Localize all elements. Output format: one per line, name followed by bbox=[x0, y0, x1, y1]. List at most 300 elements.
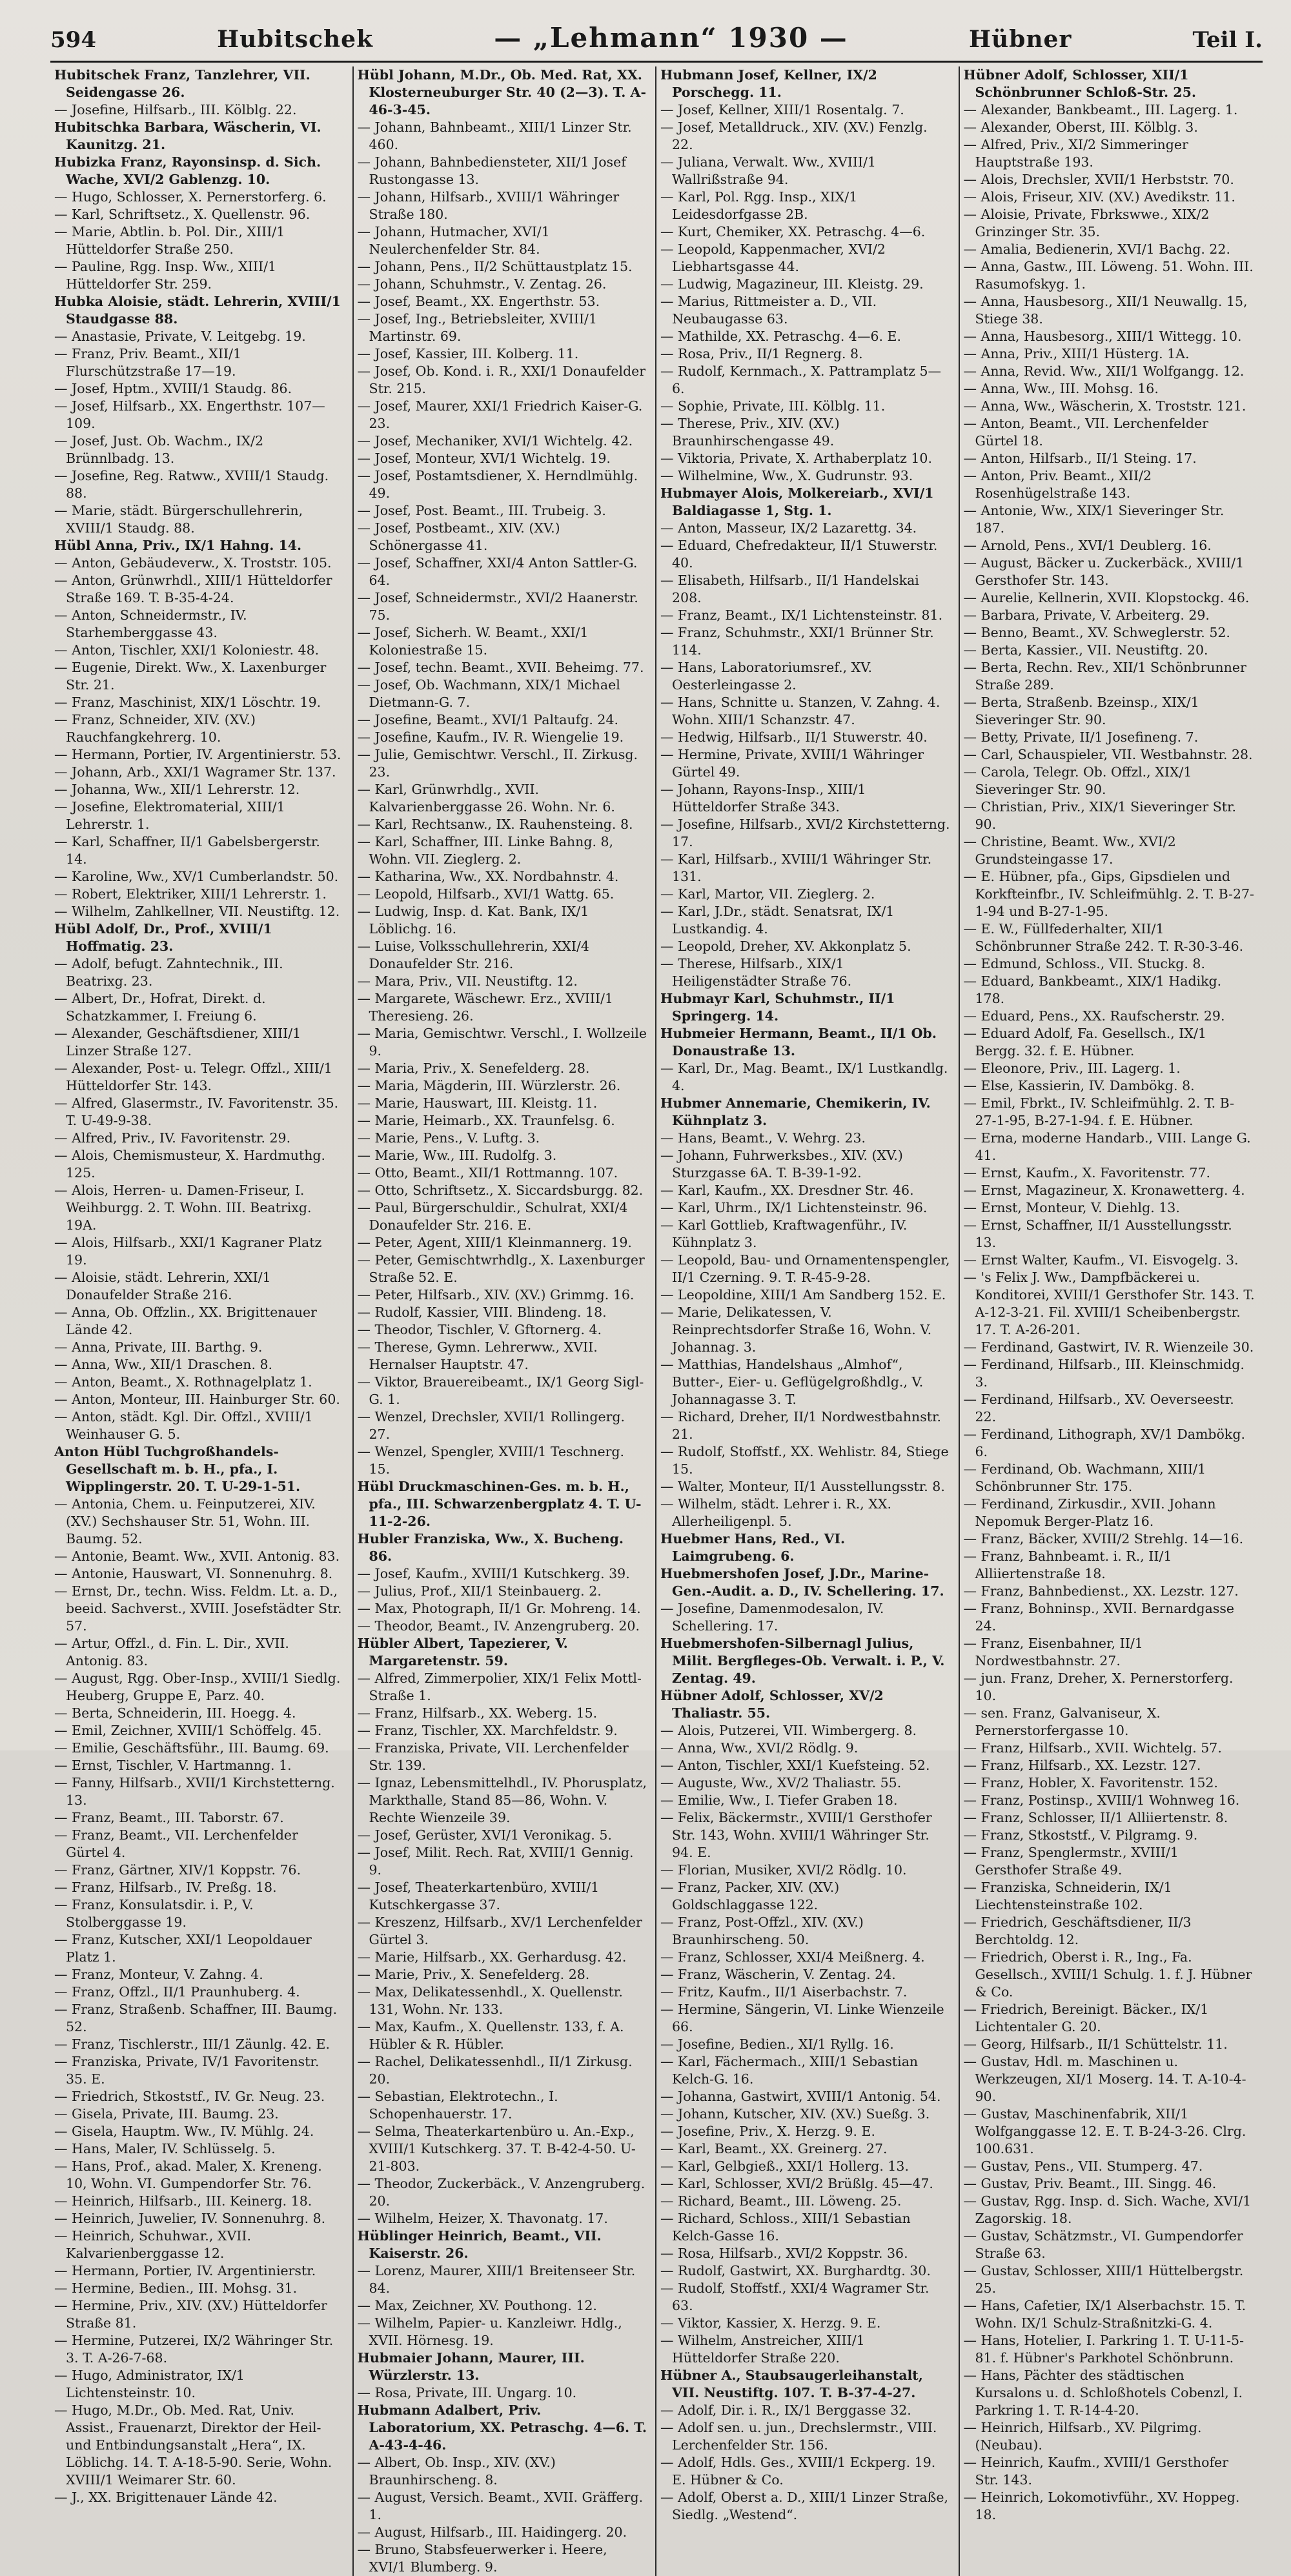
directory-entry: — Josef, Ob. Kond. i. R., XXI/1 Donaufelder Str. 215. bbox=[357, 363, 646, 396]
directory-entry: — Franz, Beamt., III. Taborstr. 67. bbox=[54, 1810, 284, 1825]
directory-entry: — Anna, Revid. Ww., XII/1 Wolfgangg. 12. bbox=[963, 363, 1245, 379]
directory-entry: — Anton, Hilfsarb., II/1 Steing. 17. bbox=[963, 451, 1197, 466]
directory-entry: — Adolf, Hdls. Ges., XVIII/1 Eckperg. 19. E. Hübner & Co. bbox=[660, 2455, 936, 2488]
directory-entry: — Maria, Gemischtwr. Verschl., I. Wollzeile 9. bbox=[357, 1026, 647, 1059]
directory-entry: — Alois, Friseur, XIV. (XV.) Avedikstr. 11. bbox=[963, 189, 1235, 205]
directory-entry: — 's Felix J. Ww., Dampfbäckerei u. Konditorei, XVIII/1 Gersthofer Str. 143. T. A-12-3-21. Fil. XVIII/1 Scheibenbergstr. 17. T. A-26-201. bbox=[963, 1270, 1255, 1337]
directory-entry: — Fanny, Hilfsarb., XVII/1 Kirchstetterng. 13. bbox=[54, 1775, 335, 1808]
directory-entry: Hübner Adolf, Schlosser, XII/1 Schönbrunner Schloß-Str. 25. bbox=[963, 67, 1196, 100]
directory-entry: — Anton, Beamt., X. Rothnagelplatz 1. bbox=[54, 1374, 312, 1390]
directory-entry: — Ernst, Magazineur, X. Kronawetterg. 4. bbox=[963, 1182, 1245, 1198]
directory-entry: — Marius, Rittmeister a. D., VII. Neubaugasse 63. bbox=[660, 294, 877, 327]
directory-entry: — Josef, Ing., Betriebsleiter, XVIII/1 Martinstr. 69. bbox=[357, 311, 597, 344]
directory-entry: — Leopold, Dreher, XV. Akkonplatz 5. bbox=[660, 938, 911, 954]
directory-entry: Hübner Adolf, Schlosser, XV/2 Thaliastr. 55. bbox=[660, 1688, 884, 1721]
directory-entry: — Rudolf, Stoffstf., XXI/4 Wagramer Str. 63. bbox=[660, 2280, 930, 2313]
directory-entry: — Franz, Maschinist, XIX/1 Löschtr. 19. bbox=[54, 695, 321, 710]
directory-entry: — Hugo, Administrator, IX/1 Lichtensteinstr. 10. bbox=[54, 2368, 245, 2400]
directory-entry: — August, Hilfsarb., III. Haidingerg. 20. bbox=[357, 2524, 627, 2540]
directory-entry: — Wilhelmine, Ww., X. Gudrunstr. 93. bbox=[660, 468, 913, 483]
directory-entry: — Anna, Hausbesorg., XIII/1 Wittegg. 10. bbox=[963, 329, 1242, 344]
directory-entry: — Marie, Abtlin. b. Pol. Dir., XIII/1 Hütteldorfer Straße 250. bbox=[54, 224, 285, 257]
directory-entry: — Hans, Pächter des städtischen Kursalons u. d. Schloßhotels Cobenzl, I. Parkring 1. T. R-14-4-20. bbox=[963, 2368, 1243, 2418]
directory-entry: — Josef, Theaterkartenbüro, XVIII/1 Kutschkergasse 37. bbox=[357, 1880, 600, 1912]
directory-entry: — Aloisie, städt. Lehrerin, XXI/1 Donaufelder Straße 216. bbox=[54, 1270, 271, 1303]
directory-entry: — Josef, Ob. Wachmann, XIX/1 Michael Dietmann-G. 7. bbox=[357, 677, 620, 710]
directory-entry: — Anna, Ob. Offzlin., XX. Brigittenauer Lände 42. bbox=[54, 1304, 317, 1337]
directory-entry: — Karoline, Ww., XV/1 Cumberlandstr. 50. bbox=[54, 869, 339, 884]
directory-entry: — jun. Franz, Dreher, X. Pernerstorferg. 10. bbox=[963, 1670, 1234, 1703]
directory-entry: Hübler Albert, Tapezierer, V. Margaretenstr. 59. bbox=[357, 1636, 568, 1668]
directory-entry: — Josef, techn. Beamt., XVII. Beheimg. 77. bbox=[357, 660, 644, 675]
directory-entry: — Max, Delikatessenhdl., X. Quellenstr. 131, Wohn. Nr. 133. bbox=[357, 1984, 623, 2017]
directory-entry: — Ferdinand, Zirkusdir., XVII. Johann Nepomuk Berger-Platz 16. bbox=[963, 1496, 1216, 1529]
directory-entry: — Karl, Kaufm., XX. Dresdner Str. 46. bbox=[660, 1182, 914, 1198]
directory-entry: — Josef, Postamtsdiener, X. Herndlmühlg. 49. bbox=[357, 468, 638, 501]
directory-entry: — Johanna, Gastwirt, XVIII/1 Antonig. 54. bbox=[660, 2089, 941, 2104]
directory-entry: — Anna, Ww., XII/1 Draschen. 8. bbox=[54, 1357, 273, 1372]
column-4 bbox=[960, 66, 1263, 2576]
directory-entry: — Sophie, Private, III. Kölblg. 11. bbox=[660, 398, 886, 414]
directory-entry: — Franz, Tischler, XX. Marchfeldstr. 9. bbox=[357, 1723, 618, 1738]
directory-entry: — Hans, Prof., akad. Maler, X. Kreneng. 10, Wohn. VI. Gumpendorfer Str. 76. bbox=[54, 2158, 322, 2191]
directory-entry: — Alois, Hilfsarb., XXI/1 Kagraner Platz 19. bbox=[54, 1235, 322, 1268]
directory-entry: Hübl Druckmaschinen-Ges. m. b. H., pfa., III. Schwarzenbergplatz 4. T. U-11-2-26. bbox=[357, 1479, 642, 1529]
directory-title: — „Lehmann“ 1930 — bbox=[494, 22, 848, 54]
directory-entry: — Alfred, Priv., XI/2 Simmeringer Hauptstraße 193. bbox=[963, 137, 1188, 170]
directory-entry: — Felix, Bäckermstr., XVIII/1 Gersthofer Str. 143, Wohn. XVIII/1 Währinger Str. 94. E. bbox=[660, 1810, 932, 1860]
directory-entry: — Karl, Hilfsarb., XVIII/1 Währinger Str. 131. bbox=[660, 851, 932, 884]
directory-entry: — Alexander, Geschäftsdiener, XIII/1 Linzer Straße 127. bbox=[54, 1026, 301, 1059]
directory-entry: — Friedrich, Stkoststf., IV. Gr. Neug. 23. bbox=[54, 2089, 325, 2104]
directory-entry: — Franz, Monteur, V. Zahng. 4. bbox=[54, 1967, 263, 1982]
directory-entry: — Josef, Schaffner, XXI/4 Anton Sattler-G. 64. bbox=[357, 555, 638, 588]
directory-entry: — Alois, Herren- u. Damen-Friseur, I. Weihburgg. 2. T. Wohn. III. Beatrixg. 19A. bbox=[54, 1182, 312, 1233]
directory-entry: — Viktoria, Private, X. Arthaberplatz 10. bbox=[660, 451, 932, 466]
directory-entry: — Peter, Agent, XIII/1 Kleinmannerg. 19. bbox=[357, 1235, 632, 1250]
directory-entry: — Ludwig, Magazineur, III. Kleistg. 29. bbox=[660, 276, 924, 292]
directory-entry: — Theodor, Tischler, V. Gftornerg. 4. bbox=[357, 1322, 602, 1337]
directory-entry: — Eugenie, Direkt. Ww., X. Laxenburger Str. 21. bbox=[54, 660, 327, 693]
directory-entry: — Berta, Schneiderin, III. Hoegg. 4. bbox=[54, 1705, 296, 1721]
directory-entry: — Josef, Post. Beamt., III. Trubeig. 3. bbox=[357, 503, 606, 518]
directory-entry: — Carl, Schauspieler, VII. Westbahnstr. 28. bbox=[963, 747, 1253, 762]
directory-entry: — Else, Kassierin, IV. Dambökg. 8. bbox=[963, 1078, 1195, 1093]
directory-entry: — Karl, Schriftsetz., X. Quellenstr. 96. bbox=[54, 207, 310, 222]
directory-entry: — Fritz, Kaufm., II/1 Aiserbachstr. 7. bbox=[660, 1984, 908, 2000]
directory-entry: — Hermann, Portier, IV. Argentinierstr. 53. bbox=[54, 747, 341, 762]
directory-entry: — Max, Photograph, II/1 Gr. Mohreng. 14. bbox=[357, 1601, 641, 1616]
directory-entry: — Ernst, Kaufm., X. Favoritenstr. 77. bbox=[963, 1165, 1211, 1181]
directory-entry: — Johann, Bahnbediensteter, XII/1 Josef Rustongasse 13. bbox=[357, 154, 626, 187]
directory-entry: — Wilhelm, Heizer, X. Thavonatg. 17. bbox=[357, 2211, 608, 2226]
directory-entry: Huebmer Hans, Red., VI. Laimgrubeng. 6. bbox=[660, 1531, 846, 1564]
directory-entry: — Berta, Kassier., VII. Neustiftg. 20. bbox=[963, 642, 1208, 658]
entry-columns bbox=[50, 66, 1263, 2575]
directory-entry: — Hugo, Schlosser, X. Pernerstorferg. 6. bbox=[54, 189, 327, 205]
directory-entry: — Rosa, Priv., II/1 Regnerg. 8. bbox=[660, 346, 863, 361]
directory-entry: — Barbara, Private, V. Arbeiterg. 29. bbox=[963, 607, 1210, 623]
directory-entry: — Franz, Hilfsarb., XX. Lezstr. 127. bbox=[963, 1758, 1201, 1773]
directory-entry: — Hans, Cafetier, IX/1 Alserbachstr. 15. T. Wohn. IX/1 Schulz-Straßnitzki-G. 4. bbox=[963, 2298, 1246, 2331]
directory-entry: — Franz, Hilfsarb., IV. Preßg. 18. bbox=[54, 1880, 277, 1895]
directory-entry: — Franz, Schlosser, XXI/4 Meißnerg. 4. bbox=[660, 1949, 925, 1965]
directory-entry: — Florian, Musiker, XVI/2 Rödlg. 10. bbox=[660, 1862, 907, 1878]
directory-entry: — Ferdinand, Ob. Wachmann, XIII/1 Schönbrunner Str. 175. bbox=[963, 1461, 1206, 1494]
directory-entry: — Josef, Monteur, XVI/1 Wichtelg. 19. bbox=[357, 451, 611, 466]
directory-entry: — Leopoldine, XIII/1 Am Sandberg 152. E. bbox=[660, 1287, 946, 1303]
directory-entry: — Emilie, Ww., I. Tiefer Graben 18. bbox=[660, 1792, 898, 1808]
directory-entry: — Alfred, Glasermstr., IV. Favoritenstr. 35. T. U-49-9-38. bbox=[54, 1095, 339, 1128]
directory-entry: — Sebastian, Elektrotechn., I. Schopenhauerstr. 17. bbox=[357, 2089, 558, 2122]
directory-entry: — Leopold, Hilfsarb., XVI/1 Wattg. 65. bbox=[357, 886, 615, 902]
directory-entry: — Arnold, Pens., XVI/1 Deublerg. 16. bbox=[963, 538, 1212, 553]
directory-entry: Anton Hübl Tuchgroßhandels-Gesellschaft m. b. H., pfa., I. Wipplingerstr. 20. T. U-29-1-51. bbox=[54, 1444, 301, 1494]
directory-entry: — Anna, Gastw., III. Löweng. 51. Wohn. III. Rasumofskyg. 1. bbox=[963, 259, 1254, 292]
directory-entry: — Rudolf, Gastwirt, XX. Burghardtg. 30. bbox=[660, 2263, 931, 2278]
directory-entry: — Julie, Gemischtwr. Verschl., II. Zirkusg. 23. bbox=[357, 747, 638, 780]
directory-entry: — Rudolf, Kernmach., X. Pattramplatz 5—6. bbox=[660, 363, 942, 396]
directory-entry: — Max, Kaufm., X. Quellenstr. 133, f. A. Hübler & R. Hübler. bbox=[357, 2019, 624, 2052]
directory-entry: — Leopold, Bau- und Ornamentenspengler, II/1 Czerning. 9. T. R-45-9-28. bbox=[660, 1252, 950, 1285]
directory-entry: — Hans, Laboratoriumsref., XV. Oesterleingasse 2. bbox=[660, 660, 872, 693]
directory-entry: — Karl, Beamt., XX. Greinerg. 27. bbox=[660, 2141, 888, 2156]
directory-entry: Hübner A., Staubsaugerleihanstalt, VII. Neustiftg. 107. T. B-37-4-27. bbox=[660, 2368, 923, 2400]
directory-entry: — Eduard, Bankbeamt., XIX/1 Hadikg. 178. bbox=[963, 973, 1222, 1006]
directory-entry: — Alfred, Priv., IV. Favoritenstr. 29. bbox=[54, 1130, 291, 1146]
directory-entry: — Viktor, Brauereibeamt., IX/1 Georg Sigl-G. 1. bbox=[357, 1374, 644, 1407]
directory-entry: — Johann, Hutmacher, XVI/1 Neulerchenfelder Str. 84. bbox=[357, 224, 550, 257]
directory-entry: — Heinrich, Schuhwar., XVII. Kalvarienberggasse 12. bbox=[54, 2228, 251, 2261]
directory-entry: — Hermine, Private, XVIII/1 Währinger Gürtel 49. bbox=[660, 747, 924, 780]
directory-entry: — Anton, Tischler, XXI/1 Koloniestr. 48. bbox=[54, 642, 320, 658]
directory-entry: — Johann, Arb., XXI/1 Wagramer Str. 137. bbox=[54, 764, 336, 780]
directory-entry: — sen. Franz, Galvaniseur, X. Pernerstorfergasse 10. bbox=[963, 1705, 1161, 1738]
directory-entry: — Otto, Schriftsetz., X. Siccardsburgg. 82. bbox=[357, 1182, 644, 1198]
directory-entry: — Ludwig, Insp. d. Kat. Bank, IX/1 Löblichg. 16. bbox=[357, 904, 589, 937]
directory-entry: — Christian, Priv., XIX/1 Sieveringer Str. 90. bbox=[963, 799, 1237, 832]
directory-entry: — Walter, Monteur, II/1 Ausstellungsstr. 8. bbox=[660, 1479, 945, 1494]
directory-entry: — Benno, Beamt., XV. Schweglerstr. 52. bbox=[963, 625, 1230, 640]
directory-entry: — Johann, Schuhmstr., V. Zentag. 26. bbox=[357, 276, 607, 292]
directory-entry: — Gustav, Priv. Beamt., III. Singg. 46. bbox=[963, 2176, 1217, 2191]
directory-entry: — Marie, Hauswart, III. Kleistg. 11. bbox=[357, 1095, 598, 1111]
directory-entry: — Gustav, Pens., VII. Stumperg. 47. bbox=[963, 2158, 1203, 2174]
directory-entry: — Marie, Priv., X. Senefelderg. 28. bbox=[357, 1967, 590, 1982]
directory-entry: — Hermine, Priv., XIV. (XV.) Hütteldorfer Straße 81. bbox=[54, 2298, 327, 2331]
directory-entry: — Franz, Post-Offzl., XIV. (XV.) Braunhirscheng. 50. bbox=[660, 1914, 864, 1947]
directory-entry: — Matthias, Handelshaus „Almhof“, Butter-, Eier- u. Geflügelgroßhdlg., V. Johannagasse 3. T. bbox=[660, 1357, 924, 1407]
directory-entry: — Hedwig, Hilfsarb., II/1 Stuwerstr. 40. bbox=[660, 729, 928, 745]
directory-entry: — Johann, Bahnbeamt., XIII/1 Linzer Str. 460. bbox=[357, 119, 632, 152]
directory-entry: — Kurt, Chemiker, XX. Petraschg. 4—6. bbox=[660, 224, 926, 239]
directory-entry: — Franz, Wäscherin, V. Zentag. 24. bbox=[660, 1967, 896, 1982]
directory-entry: — Franz, Packer, XIV. (XV.) Goldschlaggasse 122. bbox=[660, 1880, 840, 1912]
directory-entry: — Gustav, Rgg. Insp. d. Sich. Wache, XVI/1 Zagorskig. 18. bbox=[963, 2193, 1252, 2226]
directory-entry: — Anna, Ww., XVI/2 Rödlg. 9. bbox=[660, 1740, 859, 1756]
directory-entry: — Franziska, Schneiderin, IX/1 Liechtensteinstraße 102. bbox=[963, 1880, 1172, 1912]
directory-entry: Hubitschek Franz, Tanzlehrer, VII. Seidengasse 26. bbox=[54, 67, 310, 100]
directory-entry: — Bruno, Stabsfeuerwerker i. Heere, XVI/1 Blumberg. 9. bbox=[357, 2542, 607, 2575]
directory-entry: — Anna, Priv., XIII/1 Hüsterg. 1A. bbox=[963, 346, 1190, 361]
directory-entry: Hubmer Annemarie, Chemikerin, IV. Kühnplatz 3. bbox=[660, 1095, 931, 1128]
directory-entry: — Julius, Prof., XII/1 Steinbauerg. 2. bbox=[357, 1583, 602, 1599]
directory-entry: — Anton, Tischler, XXI/1 Kuefsteing. 52. bbox=[660, 1758, 930, 1773]
directory-entry: — Mara, Priv., VII. Neustiftg. 12. bbox=[357, 973, 578, 989]
directory-entry: — Wenzel, Drechsler, XVII/1 Rollingerg. 27. bbox=[357, 1409, 625, 1442]
directory-entry: — Hans, Hotelier, I. Parkring 1. T. U-11-5-81. f. Hübner's Parkhotel Schönbrunn. bbox=[963, 2333, 1245, 2366]
directory-entry: — Josefine, Kaufm., IV. R. Wiengelie 19. bbox=[357, 729, 624, 745]
directory-entry: — Josef, Maurer, XXI/1 Friedrich Kaiser-G. 23. bbox=[357, 398, 643, 431]
directory-entry: — Rachel, Delikatessenhdl., II/1 Zirkusg. 20. bbox=[357, 2054, 633, 2087]
directory-entry: — Josefine, Hilfsarb., XVI/2 Kirchstetterng. 17. bbox=[660, 816, 950, 849]
directory-entry: — Karl Gottlieb, Kraftwagenführ., IV. Kühnplatz 3. bbox=[660, 1217, 908, 1250]
directory-entry: — Alois, Drechsler, XVII/1 Herbststr. 70. bbox=[963, 172, 1234, 187]
directory-entry: — Friedrich, Oberst i. R., Ing., Fa. Gesellsch., XVIII/1 Schulg. 1. f. J. Hübner & Co. bbox=[963, 1949, 1252, 2000]
directory-entry: — Alois, Chemismusteur, X. Hardmuthg. 125. bbox=[54, 1148, 326, 1181]
directory-entry: — Josef, Just. Ob. Wachm., IX/2 Brünnlbadg. 13. bbox=[54, 433, 264, 466]
directory-entry: — Berta, Straßenb. Bzeinsp., XIX/1 Sieveringer Str. 90. bbox=[963, 695, 1199, 727]
directory-entry: Hubmann Josef, Kellner, IX/2 Porschegg. 11. bbox=[660, 67, 877, 100]
directory-entry: — Robert, Elektriker, XIII/1 Lehrerstr. 1. bbox=[54, 886, 327, 902]
directory-entry: — Josef, Milit. Rech. Rat, XVIII/1 Gennig. 9. bbox=[357, 1845, 634, 1878]
directory-entry: — Franz, Kutscher, XXI/1 Leopoldauer Platz 1. bbox=[54, 1932, 312, 1965]
directory-entry: — Adolf, Dir. i. R., IX/1 Berggasse 32. bbox=[660, 2402, 911, 2418]
directory-entry: — Karl, Fächermach., XIII/1 Sebastian Kelch-G. 16. bbox=[660, 2054, 919, 2087]
directory-entry: — Heinrich, Juwelier, IV. Sonnenuhrg. 8. bbox=[54, 2211, 326, 2226]
directory-entry: — Karl, Rechtsanw., IX. Rauhensteing. 8. bbox=[357, 816, 633, 832]
directory-entry: — Therese, Priv., XIV. (XV.) Braunhirschengasse 49. bbox=[660, 416, 840, 449]
directory-entry: — Franz, Bahnbeamt. i. R., II/1 Alliiertenstraße 18. bbox=[963, 1548, 1172, 1581]
page-header bbox=[50, 22, 1263, 63]
directory-entry: — Karl, Schaffner, II/1 Gabelsbergerstr. 14. bbox=[54, 834, 320, 867]
directory-entry: — Franz, Gärtner, XIV/1 Koppstr. 76. bbox=[54, 1862, 301, 1878]
directory-entry: — Ernst, Schaffner, II/1 Ausstellungsstr. 13. bbox=[963, 1217, 1232, 1250]
directory-entry: — Karl, Gelbgieß., XXI/1 Hollerg. 13. bbox=[660, 2158, 909, 2174]
directory-entry: — Johann, Rayons-Insp., XIII/1 Hütteldorfer Straße 343. bbox=[660, 782, 866, 815]
directory-entry: — Franz, Bäcker, XVIII/2 Strehlg. 14—16. bbox=[963, 1531, 1244, 1547]
directory-entry: — Gustav, Schätzmstr., VI. Gumpendorfer Straße 63. bbox=[963, 2228, 1243, 2261]
directory-entry: — Heinrich, Kaufm., XVIII/1 Gersthofer Str. 143. bbox=[963, 2455, 1228, 2488]
directory-entry: — Eduard Adolf, Fa. Gesellsch., IX/1 Bergg. 32. f. E. Hübner. bbox=[963, 1026, 1206, 1059]
directory-entry: — Marie, Heimarb., XX. Traunfelsg. 6. bbox=[357, 1113, 615, 1128]
directory-entry: — Therese, Hilfsarb., XIX/1 Heiligenstädter Straße 76. bbox=[660, 956, 852, 989]
directory-entry: — Anton, städt. Kgl. Dir. Offzl., XVIII/1 Weinhauser G. 5. bbox=[54, 1409, 313, 1442]
directory-entry: — Maria, Mägderin, III. Würzlerstr. 26. bbox=[357, 1078, 621, 1093]
directory-entry: — Anna, Ww., Wäscherin, X. Troststr. 121. bbox=[963, 398, 1246, 414]
directory-entry: — Franz, Straßenb. Schaffner, III. Baumg. 52. bbox=[54, 2002, 338, 2034]
directory-entry: Hubmayer Alois, Molkereiarb., XVI/1 Baldiagasse 1, Stg. 1. bbox=[660, 485, 934, 518]
directory-entry: Hubmaier Johann, Maurer, III. Würzlerstr. 13. bbox=[357, 2350, 585, 2383]
directory-entry: — Eduard, Pens., XX. Raufscherstr. 29. bbox=[963, 1008, 1225, 1024]
directory-entry: — Ernst, Dr., techn. Wiss. Feldm. Lt. a. D., beeid. Sachverst., XVIII. Josefstädter Str. 57. bbox=[54, 1583, 342, 1634]
directory-entry: — Josef, Gerüster, XVI/1 Veronikag. 5. bbox=[357, 1827, 612, 1843]
directory-entry: — Mathilde, XX. Petraschg. 4—6. E. bbox=[660, 329, 902, 344]
directory-entry: — Adolf sen. u. jun., Drechslermstr., VIII. Lerchenfelder Str. 156. bbox=[660, 2420, 937, 2453]
directory-entry: — Emilie, Geschäftsführ., III. Baumg. 69. bbox=[54, 1740, 329, 1756]
directory-entry: — Johann, Hilfsarb., XVIII/1 Währinger Straße 180. bbox=[357, 189, 620, 222]
directory-entry: — Katharina, Ww., XX. Nordbahnstr. 4. bbox=[357, 869, 619, 884]
directory-entry: — Anna, Private, III. Barthg. 9. bbox=[54, 1339, 263, 1355]
directory-entry: — Friedrich, Bereinigt. Bäcker., IX/1 Lichtentaler G. 20. bbox=[963, 2002, 1209, 2034]
directory-entry: — Anton, Schneidermstr., IV. Starhemberggasse 43. bbox=[54, 607, 247, 640]
directory-entry: — Pauline, Rgg. Insp. Ww., XIII/1 Hütteldorfer Str. 259. bbox=[54, 259, 277, 292]
part-label: Teil I. bbox=[1192, 27, 1263, 53]
directory-entry: — Franz, Stkoststf., V. Pilgramg. 9. bbox=[963, 1827, 1198, 1843]
right-keyword: Hübner bbox=[968, 26, 1072, 53]
directory-entry: — Amalia, Bedienerin, XVI/1 Bachg. 22. bbox=[963, 241, 1230, 257]
directory-entry: — Wilhelm, Anstreicher, XIII/1 Hütteldorfer Straße 220. bbox=[660, 2333, 865, 2366]
directory-entry: — Gisela, Private, III. Baumg. 23. bbox=[54, 2106, 279, 2122]
directory-entry: — Antonie, Ww., XIX/1 Sieveringer Str. 187. bbox=[963, 503, 1225, 536]
directory-entry: — Karl, Dr., Mag. Beamt., IX/1 Lustkandlg. 4. bbox=[660, 1060, 948, 1093]
directory-entry: — Alexander, Post- u. Telegr. Offzl., XIII/1 Hütteldorfer Str. 143. bbox=[54, 1060, 332, 1093]
directory-entry: — Rudolf, Kassier, VIII. Blindeng. 18. bbox=[357, 1304, 607, 1320]
directory-entry: — Richard, Dreher, II/1 Nordwestbahnstr. 21. bbox=[660, 1409, 942, 1442]
directory-entry: Hübl Anna, Priv., IX/1 Hahng. 14. bbox=[54, 538, 302, 553]
directory-entry: — Josefine, Hilfsarb., III. Kölblg. 22. bbox=[54, 102, 297, 117]
directory-entry: — Karl, Schlosser, XVI/2 Brüßlg. 45—47. bbox=[660, 2176, 933, 2191]
directory-entry: Hubizka Franz, Rayonsinsp. d. Sich. Wache, XVI/2 Gablenzg. 10. bbox=[54, 154, 321, 187]
directory-entry: — Paul, Bürgerschuldir., Schulrat, XXI/4 Donaufelder Str. 216. E. bbox=[357, 1200, 628, 1233]
directory-entry: — Elisabeth, Hilfsarb., II/1 Handelskai 208. bbox=[660, 573, 919, 605]
page-number: 594 bbox=[50, 27, 96, 53]
directory-entry: — Betty, Private, II/1 Josefineng. 7. bbox=[963, 729, 1199, 745]
directory-entry: — Johann, Pens., II/2 Schüttaustplatz 15. bbox=[357, 259, 633, 274]
directory-entry: — Gisela, Hauptm. Ww., IV. Mühlg. 24. bbox=[54, 2124, 314, 2139]
directory-entry: Hubmayr Karl, Schuhmstr., II/1 Springerg. 14. bbox=[660, 991, 895, 1024]
left-keyword: Hubitschek bbox=[217, 26, 374, 53]
directory-entry: — Josef, Schneidermstr., XVI/2 Haanerstr. 75. bbox=[357, 590, 638, 623]
directory-entry: Hübl Johann, M.Dr., Ob. Med. Rat, XX. Klosterneuburger Str. 40 (2—3). T. A-46-3-45. bbox=[357, 67, 646, 117]
directory-entry: — Josefine, Priv., X. Herzg. 9. E. bbox=[660, 2124, 876, 2139]
directory-entry: — Margarete, Wäschewr. Erz., XVIII/1 Theresieng. 26. bbox=[357, 991, 613, 1024]
directory-entry: — Franz, Schneider, XIV. (XV.) Rauchfangkehrerg. 10. bbox=[54, 712, 256, 745]
directory-entry: — Ignaz, Lebensmittelhdl., IV. Phorusplatz, Markthalle, Stand 85—86, Wohn. V. Rechte Wienzeile 39. bbox=[357, 1775, 647, 1825]
directory-entry: — Alois, Putzerei, VII. Wimbergerg. 8. bbox=[660, 1723, 917, 1738]
directory-entry: — Friedrich, Geschäftsdiener, II/3 Berchtoldg. 12. bbox=[963, 1914, 1192, 1947]
directory-entry: — Ernst Walter, Kaufm., VI. Eisvogelg. 3. bbox=[963, 1252, 1239, 1268]
column-1 bbox=[50, 66, 354, 2576]
directory-entry: — Franz, Tischlerstr., III/1 Zäunlg. 42. E. bbox=[54, 2036, 330, 2052]
directory-entry: — Anton, Priv. Beamt., XII/2 Rosenhügelstraße 143. bbox=[963, 468, 1152, 501]
directory-entry: — Johann, Kutscher, XIV. (XV.) Sueßg. 3. bbox=[660, 2106, 930, 2122]
directory-entry: — Josef, Metalldruck., XIV. (XV.) Fenzlg. 22. bbox=[660, 119, 928, 152]
directory-entry: — Antonia, Chem. u. Feinputzerei, XIV. (XV.) Sechshauser Str. 51, Wohn. III. Baumg. 52. bbox=[54, 1496, 316, 1547]
directory-entry: — Emil, Zeichner, XVIII/1 Schöffelg. 45. bbox=[54, 1723, 322, 1738]
directory-entry: — Adolf, Oberst a. D., XIII/1 Linzer Straße, Siedlg. „Westend“. bbox=[660, 2490, 948, 2522]
directory-entry: — Franz, Bahnbedienst., XX. Lezstr. 127. bbox=[963, 1583, 1239, 1599]
directory-entry: — Ferdinand, Lithograph, XV/1 Dambökg. 6. bbox=[963, 1426, 1245, 1459]
directory-entry: — Peter, Gemischtwrhdlg., X. Laxenburger Straße 52. E. bbox=[357, 1252, 645, 1285]
directory-entry: — Franz, Beamt., VII. Lerchenfelder Gürtel 4. bbox=[54, 1827, 298, 1860]
directory-entry: — Franz, Postinsp., XVIII/1 Wohnweg 16. bbox=[963, 1792, 1240, 1808]
directory-entry: — Hans, Maler, IV. Schlüsselg. 5. bbox=[54, 2141, 276, 2156]
directory-entry: — Rosa, Hilfsarb., XVI/2 Koppstr. 36. bbox=[660, 2246, 908, 2261]
directory-entry: — Franz, Beamt., IX/1 Lichtensteinstr. 81. bbox=[660, 607, 943, 623]
directory-entry: — Christine, Beamt. Ww., XVI/2 Grundsteingasse 17. bbox=[963, 834, 1176, 867]
directory-entry: — Gustav, Hdl. m. Maschinen u. Werkzeugen, XI/1 Moserg. 14. T. A-10-4-90. bbox=[963, 2054, 1246, 2104]
directory-entry: — Max, Zeichner, XV. Pouthong. 12. bbox=[357, 2298, 597, 2313]
directory-entry: — E. W., Füllfederhalter, XII/1 Schönbrunner Straße 242. T. R-30-3-46. bbox=[963, 921, 1244, 954]
directory-entry: — Aurelie, Kellnerin, XVII. Klopstockg. 46. bbox=[963, 590, 1250, 605]
directory-entry: — Heinrich, Hilfsarb., III. Keinerg. 18. bbox=[54, 2193, 312, 2209]
directory-entry: — Franz, Eisenbahner, II/1 Nordwestbahnstr. 27. bbox=[963, 1636, 1143, 1668]
directory-entry: — Franz, Schuhmstr., XXI/1 Brünner Str. 114. bbox=[660, 625, 934, 658]
directory-entry: — Kreszenz, Hilfsarb., XV/1 Lerchenfelder Gürtel 3. bbox=[357, 1914, 642, 1947]
directory-entry: Hubitschka Barbara, Wäscherin, VI. Kaunitzg. 21. bbox=[54, 119, 321, 152]
directory-entry: — Anastasie, Private, V. Leitgebg. 19. bbox=[54, 329, 306, 344]
directory-entry: — Hans, Schnitte u. Stanzen, V. Zahng. 4. Wohn. XIII/1 Schanzstr. 47. bbox=[660, 695, 940, 727]
directory-entry: — Erna, moderne Handarb., VIII. Lange G. 41. bbox=[963, 1130, 1251, 1163]
directory-entry: — Marie, Ww., III. Rudolfg. 3. bbox=[357, 1148, 557, 1163]
directory-entry: — Gustav, Schlosser, XIII/1 Hüttelbergstr. 25. bbox=[963, 2263, 1244, 2296]
directory-entry: Hubmeier Hermann, Beamt., II/1 Ob. Donaustraße 13. bbox=[660, 1026, 937, 1059]
directory-entry: — August, Versich. Beamt., XVII. Gräfferg. 1. bbox=[357, 2490, 644, 2522]
directory-entry: — Peter, Hilfsarb., XIV. (XV.) Grimmg. 16. bbox=[357, 1287, 635, 1303]
directory-entry: — Antonie, Beamt. Ww., XVII. Antonig. 83. bbox=[54, 1548, 340, 1564]
directory-entry: Huebmershofen-Silbernagl Julius, Milit. Bergfleges-Ob. Verwalt. i. P., V. Zentag. 49. bbox=[660, 1636, 945, 1686]
directory-entry: — Hermine, Sängerin, VI. Linke Wienzeile 66. bbox=[660, 2002, 944, 2034]
directory-entry: — Karl, Schaffner, III. Linke Bahng. 8, Wohn. VII. Zieglerg. 2. bbox=[357, 834, 614, 867]
directory-entry: — Franz, Schlosser, II/1 Alliiertenstr. 8. bbox=[963, 1810, 1228, 1825]
directory-entry: — Karl, J.Dr., städt. Senatsrat, IX/1 Lustkandig. 4. bbox=[660, 904, 895, 937]
directory-entry: — Alexander, Oberst, III. Kölblg. 3. bbox=[963, 119, 1198, 135]
directory-entry: — Franz, Hilfsarb., XVII. Wichtelg. 57. bbox=[963, 1740, 1222, 1756]
directory-entry: — Johanna, Ww., XII/1 Lehrerstr. 12. bbox=[54, 782, 300, 797]
directory-entry: — Marie, Hilfsarb., XX. Gerhardusg. 42. bbox=[357, 1949, 627, 1965]
directory-entry: — E. Hübner, pfa., Gips, Gipsdielen und Korkfteinfbr., IV. Schleifmühlg. 2. T. B-27-1-94 und B-27-1-95. bbox=[963, 869, 1254, 919]
directory-entry: — Ernst, Monteur, V. Diehlg. 13. bbox=[963, 1200, 1180, 1215]
directory-entry: — Otto, Beamt., XII/1 Rottmanng. 107. bbox=[357, 1165, 618, 1181]
directory-entry: — Josef, Kaufm., XVIII/1 Kutschkerg. 39. bbox=[357, 1566, 630, 1581]
directory-entry: — Artur, Offzl., d. Fin. L. Dir., XVII. Antonig. 83. bbox=[54, 1636, 289, 1668]
directory-entry: — Josefine, Reg. Ratww., XVIII/1 Staudg. 88. bbox=[54, 468, 329, 501]
directory-entry: — Josef, Kellner, XIII/1 Rosentalg. 7. bbox=[660, 102, 904, 117]
directory-entry: — Wilhelm, Zahlkellner, VII. Neustiftg. 12. bbox=[54, 904, 340, 919]
directory-entry: — Adolf, befugt. Zahntechnik., III. Beatrixg. 23. bbox=[54, 956, 283, 989]
directory-entry: — Anton, Masseur, IX/2 Lazarettg. 34. bbox=[660, 520, 917, 536]
directory-entry: — J., XX. Brigittenauer Lände 42. bbox=[54, 2490, 278, 2505]
directory-entry: — Karl, Grünwrhdlg., XVII. Kalvarienberggasse 26. Wohn. Nr. 6. bbox=[357, 782, 615, 815]
directory-entry: — Karl, Uhrm., IX/1 Lichtensteinstr. 96. bbox=[660, 1200, 928, 1215]
directory-entry: — Franz, Konsulatsdir. i. P., V. Stolberggasse 19. bbox=[54, 1897, 254, 1930]
directory-entry: — August, Rgg. Ober-Insp., XVIII/1 Siedlg. Heuberg, Gruppe E, Parz. 40. bbox=[54, 1670, 341, 1703]
directory-entry: — Edmund, Schloss., VII. Stuckg. 8. bbox=[963, 956, 1205, 971]
directory-entry: — Alfred, Zimmerpolier, XIX/1 Felix Mottl-Straße 1. bbox=[357, 1670, 642, 1703]
directory-entry: — Josef, Beamt., XX. Engerthstr. 53. bbox=[357, 294, 600, 309]
directory-entry: — Albert, Ob. Insp., XIV. (XV.) Braunhirscheng. 8. bbox=[357, 2455, 556, 2488]
directory-entry: — Gustav, Maschinenfabrik, XII/1 Wolfganggasse 12. E. T. B-24-3-26. Clrg. 100.631. bbox=[963, 2106, 1246, 2156]
directory-entry: — Franziska, Private, IV/1 Favoritenstr. 35. E. bbox=[54, 2054, 320, 2087]
directory-entry: — Josefine, Beamt., XVI/1 Paltaufg. 24. bbox=[357, 712, 619, 727]
directory-entry: — Ferdinand, Hilfsarb., XV. Oeverseestr. 22. bbox=[963, 1392, 1234, 1425]
directory-entry: — Aloisie, Private, Fbrkswwe., XIX/2 Grinzinger Str. 35. bbox=[963, 207, 1210, 239]
directory-entry: — Anna, Hausbesorg., XII/1 Neuwallg. 15, Stiege 38. bbox=[963, 294, 1248, 327]
directory-entry: — Albert, Dr., Hofrat, Direkt. d. Schatzkammer, I. Freiung 6. bbox=[54, 991, 266, 1024]
directory-entry: — Theodor, Beamt., IV. Anzengruberg. 20. bbox=[357, 1618, 640, 1634]
directory-entry: — Auguste, Ww., XV/2 Thaliastr. 55. bbox=[660, 1775, 902, 1790]
directory-entry: — Lorenz, Maurer, XIII/1 Breitenseer Str. 84. bbox=[357, 2263, 636, 2296]
directory-entry: — Karl, Pol. Rgg. Insp., XIX/1 Leidesdorfgasse 2B. bbox=[660, 189, 858, 222]
directory-entry: — Franz, Bohninsp., XVII. Bernardgasse 24. bbox=[963, 1601, 1235, 1634]
directory-entry: — Leopold, Kappenmacher, XVI/2 Liebhartsgasse 44. bbox=[660, 241, 886, 274]
directory-entry: Huebmershofen Josef, J.Dr., Marine-Gen.-Audit. a. D., IV. Schellering. 17. bbox=[660, 1566, 944, 1599]
directory-entry: — Josefine, Damenmodesalon, IV. Schellering. 17. bbox=[660, 1601, 884, 1634]
directory-entry: — Richard, Beamt., III. Löweng. 25. bbox=[660, 2193, 902, 2209]
directory-entry: — Ferdinand, Hilfsarb., III. Kleinschmidg. 3. bbox=[963, 1357, 1245, 1390]
directory-entry: — Franz, Hilfsarb., XX. Weberg. 15. bbox=[357, 1705, 598, 1721]
